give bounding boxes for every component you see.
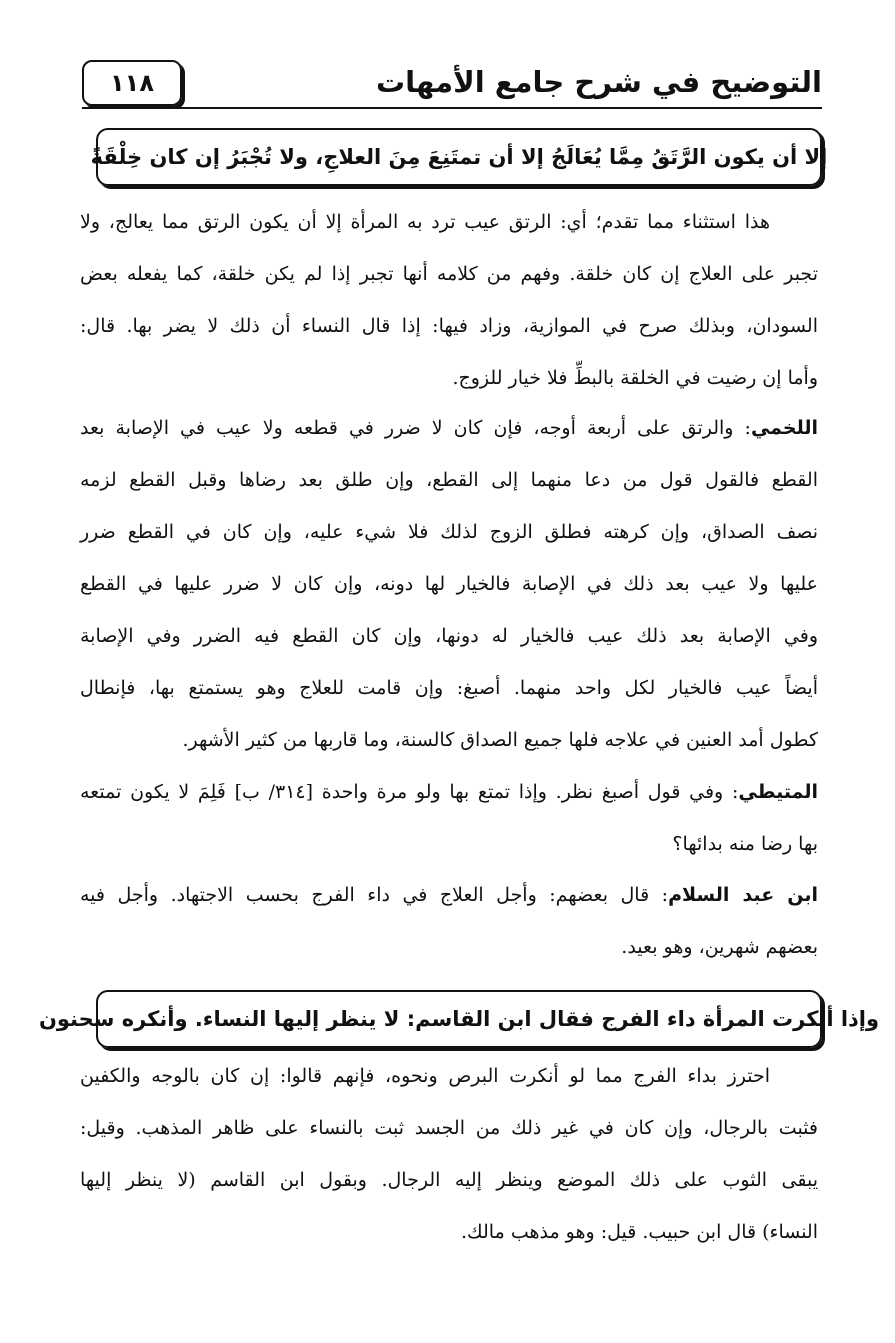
text-line: بعضهم شهرين، وهو بعيد. — [621, 936, 818, 958]
text-line: فثبت بالرجال، وإن كان في غير ذلك من الجسد ثبت بالنساء على ظاهر المذهب. وقيل: — [80, 1117, 818, 1139]
running-header — [82, 58, 822, 110]
text-line: كطول أمد العنين في علاجه فلها جميع الصداق كالسنة، وما قاربها من كثير الأشهر. — [182, 729, 818, 751]
text-segment: : وفي قول أصبغ نظر. وإذا تمتع بها ولو مرة واحدة [٣١٤/ ب] فَلِمَ لا يكون تمتعه — [80, 781, 739, 803]
text-line — [80, 766, 818, 818]
text-line: بها رضا منه بدائها؟ — [672, 833, 818, 855]
commentary-paragraph — [80, 1050, 818, 1258]
text-line: السودان، وبذلك صرح في الموازية، وزاد فيها: إذا قال النساء أن ذلك لا يضر بها. قال: — [80, 315, 818, 337]
text-line: القطع فالقول قول من دعا منهما إلى القطع، وإن طلق بعد رضاها وقبل القطع لزمه — [80, 469, 818, 491]
speaker-name: اللخمي — [750, 417, 818, 439]
speaker-name: ابن عبد السلام — [668, 884, 818, 906]
text-line: نصف الصداق، وإن كرهته فطلق الزوج لذلك فلا شيء عليه، وإن كان في القطع ضرر — [80, 521, 818, 543]
text-line: تجبر على العلاج إن كان خلقة. وفهم من كلامه أنها تجبر إذا لم يكن خلقة، كما يفعله بعض — [80, 263, 818, 285]
text-segment: : والرتق على أربعة أوجه، فإن كان لا ضرر في قطعه ولا عيب في الإصابة بعد — [80, 417, 751, 439]
commentary-paragraph — [80, 869, 818, 973]
text-segment: : قال بعضهم: وأجل العلاج في داء الفرج بحسب الاجتهاد. وأجل فيه — [80, 884, 669, 906]
matn-text: وإذا أنكرت المرأة داء الفرج فقال ابن القاسم: لا ينظر إليها النساء. وأنكره سحنون — [38, 1007, 880, 1031]
text-line: هذا استثناء مما تقدم؛ أي: الرتق عيب ترد به المرأة إلا أن يكون الرتق مما يعالج، ولا — [80, 211, 770, 233]
text-line: احترز بداء الفرج مما لو أنكرت البرص ونحوه، فإنهم قالوا: إن كان بالوجه والكفين — [80, 1065, 770, 1087]
text-line: النساء) قال ابن حبيب. قيل: وهو مذهب مالك. — [460, 1221, 818, 1243]
text-line — [80, 402, 818, 454]
text-line: وأما إن رضيت في الخلقة بالبطِّ فلا خيار للزوج. — [452, 367, 818, 389]
matn-text: إلا أن يكون الرَّتَقُ مِمَّا يُعَالَجُ إلا أن تمتَنِعَ مِنَ العلاجِ، ولا تُجْبَرُ إن كان خِلْقَةً — [90, 145, 828, 169]
text-line: وفي الإصابة بعد ذلك عيب فالخيار له دونها، وإن كان القطع فيه الضرر وفي الإصابة — [80, 625, 818, 647]
text-line: أيضاً عيب فالخيار لكل واحد منهما. أصبغ: وإن قامت للعلاج وهو يستمتع بها، فإنطال — [80, 677, 818, 699]
text-line: عليها ولا عيب بعد ذلك في الإصابة فالخيار لها دونه، وإن كان لا ضرر عليها في القطع — [80, 573, 818, 595]
commentary-paragraph — [80, 402, 818, 766]
commentary-paragraph — [80, 196, 818, 404]
matn-box — [90, 128, 828, 186]
page-number: ١١٨ — [82, 60, 182, 106]
matn-box — [38, 990, 880, 1048]
header-divider — [82, 107, 822, 109]
book-title: التوضيح في شرح جامع الأمهات — [375, 65, 822, 99]
text-line: يبقى الثوب على ذلك الموضع وينظر إليه الرجال. وبقول ابن القاسم (لا ينظر إليها — [80, 1169, 818, 1191]
speaker-name: المتيطي — [738, 781, 818, 803]
text-line — [80, 869, 818, 921]
commentary-paragraph — [80, 766, 818, 870]
